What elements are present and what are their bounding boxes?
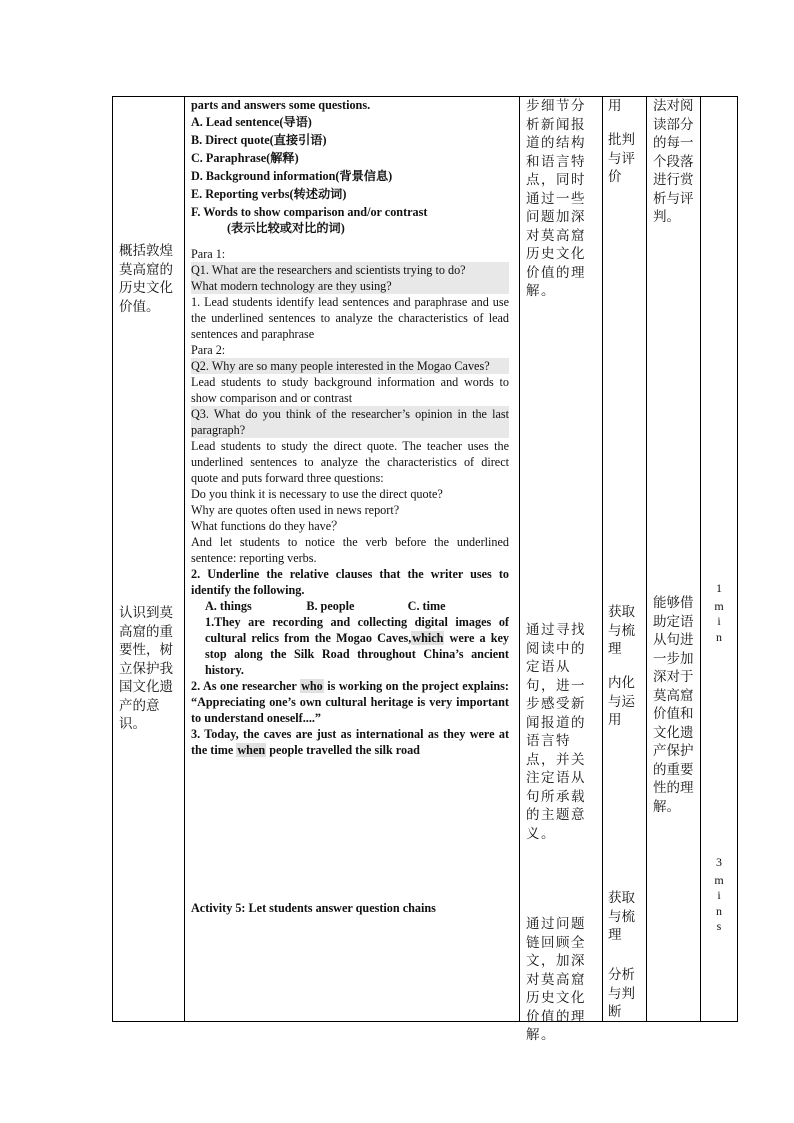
teaching-step: Lead students to study background information and words to show comparison and or contrast bbox=[191, 375, 509, 405]
question-q1-followup: What modern technology are they using? bbox=[191, 278, 509, 294]
time-value: 3 m i n s bbox=[714, 855, 724, 933]
skill-text: 获取与梳理 bbox=[608, 604, 635, 657]
skill-text: 用 bbox=[608, 98, 622, 114]
objective-column bbox=[647, 97, 701, 1022]
paragraph-label: Para 2: bbox=[191, 343, 226, 357]
teaching-activity-column bbox=[185, 97, 520, 1022]
time-value: 1 m i n bbox=[714, 581, 724, 644]
paragraph-label: Para 1: bbox=[191, 247, 226, 261]
category-item: C. Paraphrase(解释) bbox=[191, 151, 299, 165]
example-sentence: 2. As one researcher who is working on the project explains: “Appreciating one’s own cultural heritage is very important to understand oneself....” bbox=[191, 679, 509, 725]
option-list bbox=[191, 598, 509, 614]
skill-text: 批判与评价 bbox=[608, 132, 635, 185]
purpose-text: 通过问题链回顾全文，加深对莫高窟历史文化价值的理解。 bbox=[526, 916, 586, 1043]
discussion-question: Why are quotes often used in news report? bbox=[191, 503, 400, 517]
category-item: F. Words to show comparison and/or contrast bbox=[191, 205, 428, 219]
task-instruction: 2. Underline the relative clauses that the writer uses to identify the following. bbox=[191, 567, 509, 597]
time-column bbox=[701, 97, 738, 1022]
example-sentence: 3. Today, the caves are just as international as they were at the time when people travelled the silk road bbox=[191, 727, 509, 757]
relative-pronoun: when bbox=[237, 743, 266, 757]
activity-intro: parts and answers some questions. bbox=[191, 98, 371, 112]
category-item: E. Reporting verbs(转述动词) bbox=[191, 187, 347, 201]
option-item: B. people bbox=[306, 599, 355, 613]
relative-pronoun: which bbox=[412, 631, 444, 645]
skill-text: 分析与判断 bbox=[608, 967, 635, 1020]
relative-pronoun: who bbox=[301, 679, 323, 693]
category-note: (表示比较或对比的词) bbox=[227, 221, 345, 235]
skill-column bbox=[603, 97, 647, 1022]
purpose-text: 步细节分析新闻报道的结构和语言特点，同时通过一些问题加深对莫高窟历史文化价值的理解。 bbox=[526, 98, 586, 299]
discussion-question: Do you think it is necessary to use the direct quote? bbox=[191, 487, 443, 501]
question-q3: Q3. What do you think of the researcher’s opinion in the last paragraph? bbox=[191, 407, 509, 437]
teaching-step: And let students to notice the verb before the underlined sentence: reporting verbs. bbox=[191, 535, 509, 565]
objective-text: 法对阅读部分的每一个段落进行赏析与评判。 bbox=[653, 98, 694, 225]
teaching-step: 1. Lead students identify lead sentences and paraphrase and use the underlined sentences to analyze the characteristics of lead sentences and paraphrase bbox=[191, 295, 509, 341]
option-item: A. things bbox=[205, 599, 252, 613]
category-item: A. Lead sentence(导语) bbox=[191, 115, 312, 129]
question-q2: Q2. Why are so many people interested in the Mogao Caves? bbox=[191, 358, 509, 374]
purpose-column bbox=[520, 97, 603, 1043]
category-item: B. Direct quote(直接引语) bbox=[191, 133, 327, 147]
objective-text: 能够借助定语从句进一步加深对于莫高窟价值和文化遗产保护的重要性的理解。 bbox=[653, 595, 694, 815]
activity-content bbox=[191, 97, 509, 758]
teaching-goal-column bbox=[113, 97, 185, 1022]
goal-text: 概括敦煌莫高窟的历史文化价值。 bbox=[119, 243, 173, 315]
question-q1: Q1. What are the researchers and scientists trying to do? bbox=[191, 262, 509, 278]
time-text bbox=[701, 855, 737, 935]
example-sentence: 1.They are recording and collecting digital images of cultural relics from the Mogao Caves,which were a key stop along the Silk Road throughout China’s ancient history. bbox=[205, 615, 509, 677]
option-item: C. time bbox=[407, 599, 446, 613]
category-item: D. Background information(背景信息) bbox=[191, 169, 393, 183]
discussion-question: What functions do they have？ bbox=[191, 519, 344, 533]
skill-text: 内化与运用 bbox=[608, 675, 635, 728]
activity-five: Activity 5: Let students answer question chains bbox=[191, 901, 436, 915]
goal-text: 认识到莫高窟的重要性，树立保护我国文化遗产的意识。 bbox=[119, 605, 173, 732]
skill-text: 获取与梳理 bbox=[608, 890, 635, 943]
teaching-step: Lead students to study the direct quote. The teacher uses the underlined sentences to analyze the characteristics of direct quote and puts forward three questions: bbox=[191, 439, 509, 485]
time-text bbox=[701, 581, 737, 645]
purpose-text: 通过寻找阅读中的定语从句，进一步感受新闻报道的语言特点，并关注定语从句所承载的主题意义。 bbox=[526, 622, 586, 842]
lesson-plan-table bbox=[112, 96, 738, 1043]
